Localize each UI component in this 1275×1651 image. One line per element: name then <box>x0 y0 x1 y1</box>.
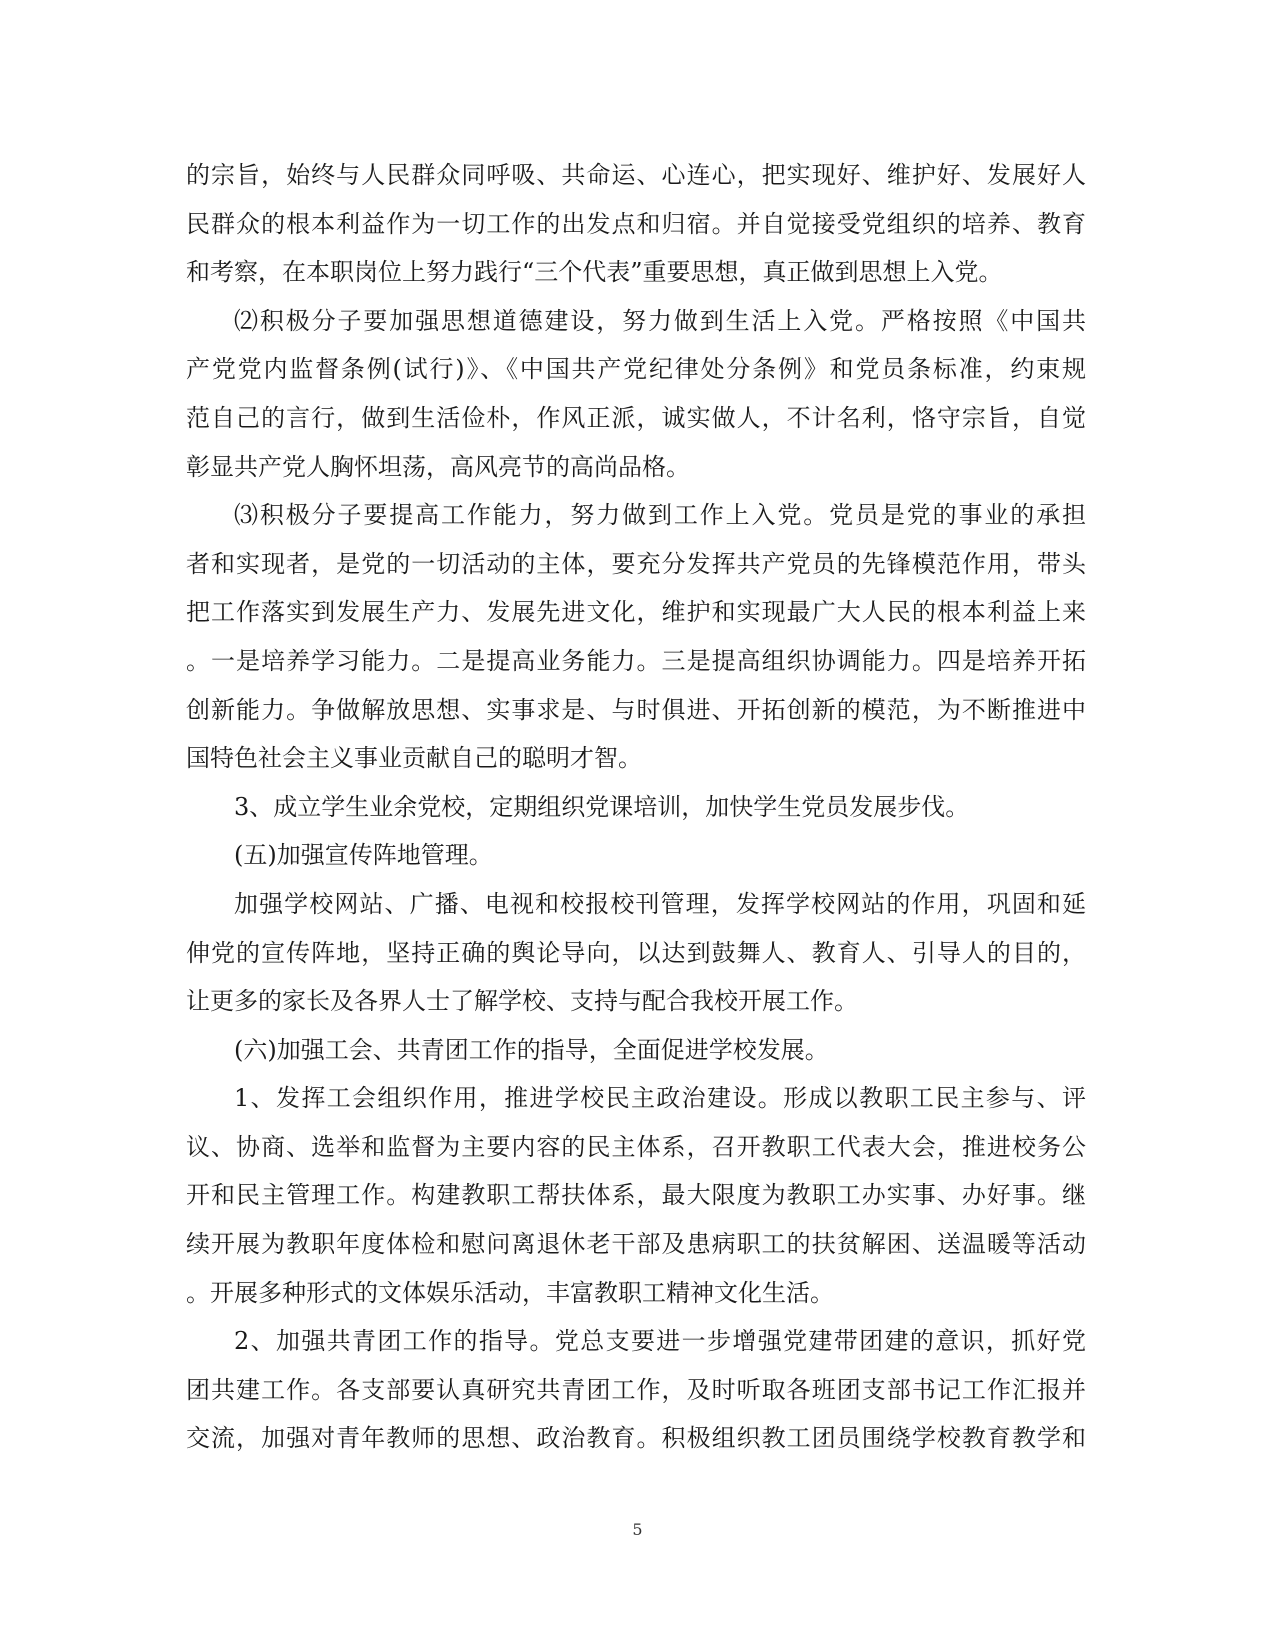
text-line: 范自己的言行，做到生活俭朴，作风正派，诚实做人，不计名利，恪守宗旨，自觉 <box>186 403 1086 432</box>
paragraph-start-line: ⑶积极分子要提高工作能力，努力做到工作上入党。党员是党的事业的承担 <box>234 501 1086 530</box>
text-line: 。一是培养学习能力。二是提高业务能力。三是提高组织协调能力。四是培养开拓 <box>186 646 1086 675</box>
text-line: 让更多的家长及各界人士了解学校、支持与配合我校开展工作。 <box>186 987 858 1016</box>
paragraph-start-line: 2、加强共青团工作的指导。党总支要进一步增强党建带团建的意识，抓好党 <box>234 1327 1086 1356</box>
section-heading: (五)加强宣传阵地管理。 <box>234 841 493 870</box>
text-line: 产党党内监督条例(试行)》、《中国共产党纪律处分条例》和党员条标准，约束规 <box>186 355 1086 384</box>
text-line: 民群众的根本利益作为一切工作的出发点和归宿。并自觉接受党组织的培养、教育 <box>186 209 1086 238</box>
text-line: 者和实现者，是党的一切活动的主体，要充分发挥共产党员的先锋模范作用，带头 <box>186 549 1086 578</box>
paragraph-start-line: 加强学校网站、广播、电视和校报校刊管理，发挥学校网站的作用，巩固和延 <box>234 889 1086 918</box>
page-number: 5 <box>632 1520 643 1539</box>
section-heading: (六)加强工会、共青团工作的指导，全面促进学校发展。 <box>234 1035 829 1064</box>
text-line: 彰显共产党人胸怀坦荡，高风亮节的高尚品格。 <box>186 452 690 481</box>
text-line: 创新能力。争做解放思想、实事求是、与时俱进、开拓创新的模范，为不断推进中 <box>186 695 1086 724</box>
body-text <box>186 151 1086 1463</box>
text-line: 的宗旨，始终与人民群众同呼吸、共命运、心连心，把实现好、维护好、发展好人 <box>186 161 1086 189</box>
paragraph-start-line: 3、成立学生业余党校，定期组织党课培训，加快学生党员发展步伐。 <box>234 792 970 821</box>
paragraph-start-line: 1、发挥工会组织作用，推进学校民主政治建设。形成以教职工民主参与、评 <box>234 1084 1086 1113</box>
text-line: 议、协商、选举和监督为主要内容的民主体系，召开教职工代表大会，推进校务公 <box>186 1132 1086 1161</box>
text-line: 交流，加强对青年教师的思想、政治教育。积极组织教工团员围绕学校教育教学和 <box>186 1424 1086 1453</box>
text-line: 把工作落实到发展生产力、发展先进文化，维护和实现最广大人民的根本利益上来 <box>186 598 1086 627</box>
text-line: 续开展为教职年度体检和慰问离退休老干部及患病职工的扶贫解困、送温暖等活动 <box>186 1230 1086 1259</box>
text-line: 开和民主管理工作。构建教职工帮扶体系，最大限度为教职工办实事、办好事。继 <box>186 1181 1086 1210</box>
text-line: 。开展多种形式的文体娱乐活动，丰富教职工精神文化生活。 <box>186 1278 834 1307</box>
text-line: 团共建工作。各支部要认真研究共青团工作，及时听取各班团支部书记工作汇报并 <box>186 1375 1086 1404</box>
text-line: 国特色社会主义事业贡献自己的聪明才智。 <box>186 744 642 773</box>
paragraph-start-line: ⑵积极分子要加强思想道德建设，努力做到生活上入党。严格按照《中国共 <box>234 306 1086 335</box>
text-line: 伸党的宣传阵地，坚持正确的舆论导向，以达到鼓舞人、教育人、引导人的目的， <box>186 938 1086 967</box>
text-line: 和考察，在本职岗位上努力践行“三个代表”重要思想，真正做到思想上入党。 <box>186 258 1003 287</box>
